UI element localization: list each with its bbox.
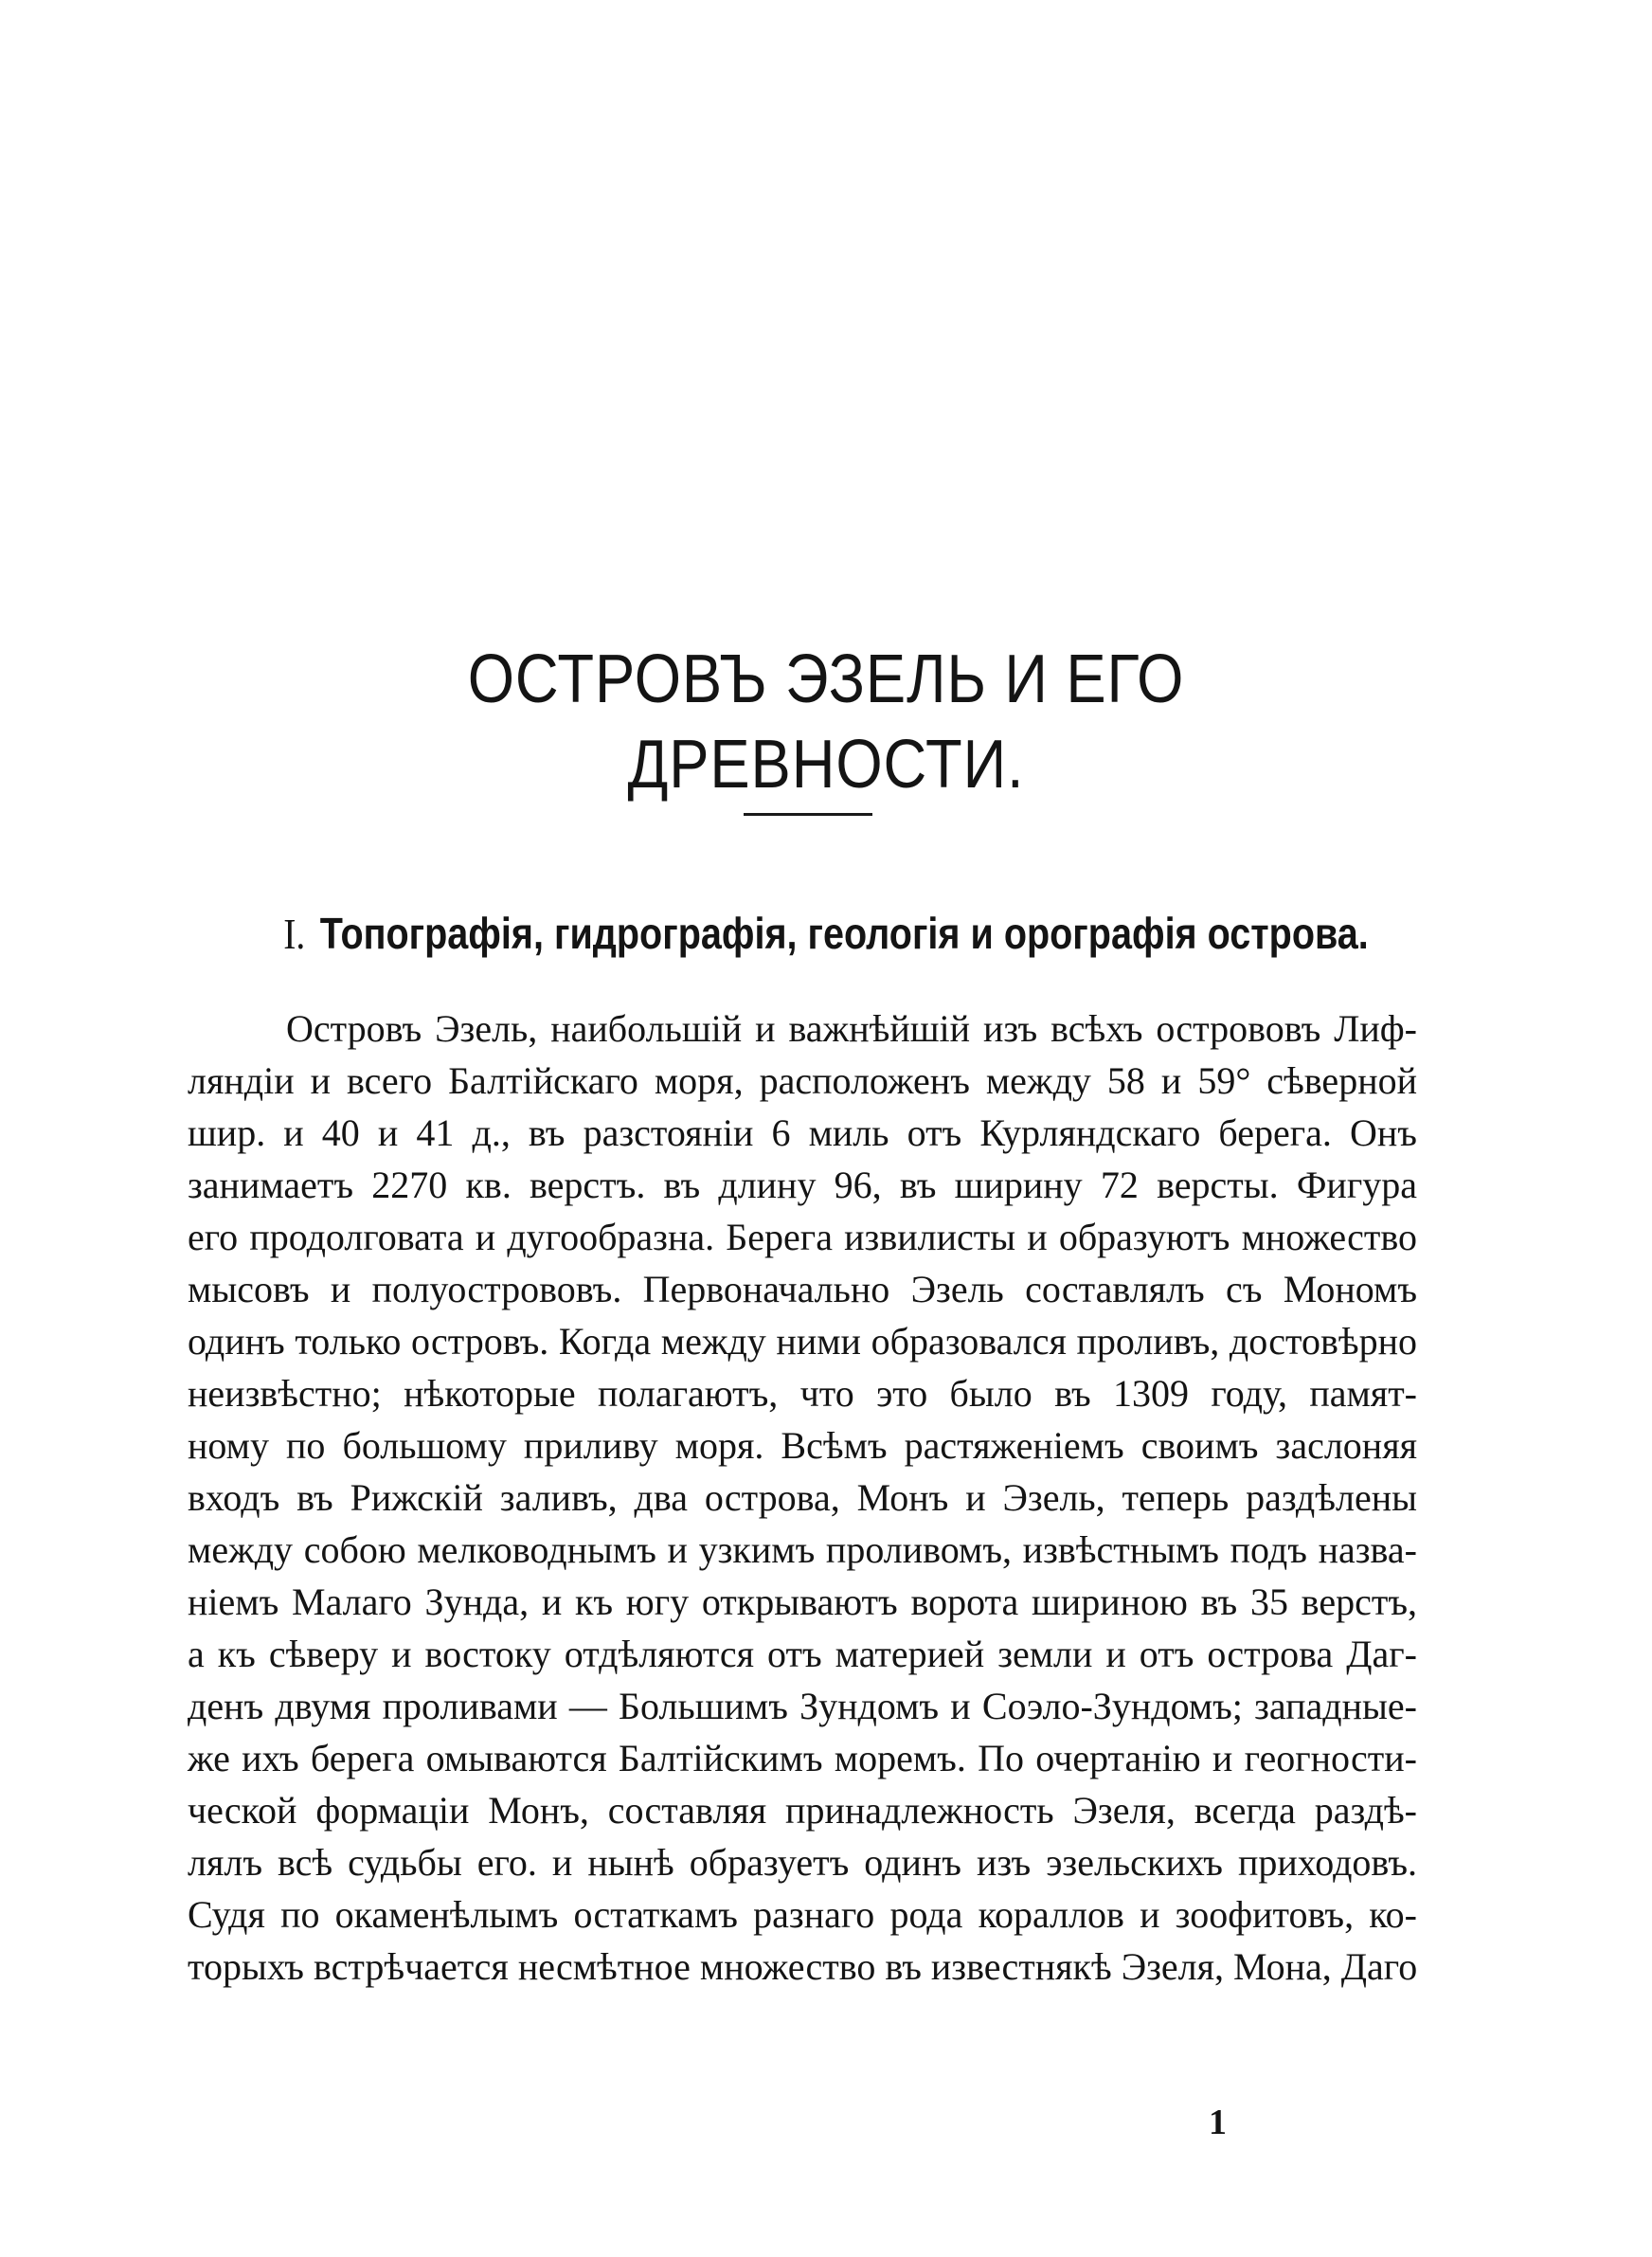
text-line: между собою мелководнымъ и узкимъ проливомъ, извѣстнымъ подъ назва- bbox=[188, 1528, 1417, 1571]
text-line: торыхъ встрѣчается несмѣтное множество въ известнякѣ Эзеля, Мона, Даго bbox=[188, 1945, 1418, 1988]
text-line: Судя по окаменѣлымъ остаткамъ разнаго рода кораллов и зоофитовъ, ко- bbox=[188, 1893, 1417, 1936]
body-paragraph bbox=[188, 1002, 1417, 1993]
text-line: входъ въ Рижскій заливъ, два острова, Монъ и Эзель, теперь раздѣлены bbox=[188, 1476, 1417, 1519]
text-line: денъ двумя проливами — Большимъ Зундомъ и Соэло-Зундомъ; западные- bbox=[188, 1685, 1417, 1727]
text-line: занимаетъ 2270 кв. верстъ. въ длину 96, въ ширину 72 версты. Фигура bbox=[188, 1164, 1417, 1206]
text-line: ніемъ Малаго Зунда, и къ югу открываютъ ворота шириною въ 35 верстъ, bbox=[188, 1580, 1417, 1623]
text-line: неизвѣстно; нѣкоторые полагаютъ, что это было въ 1309 году, памят- bbox=[188, 1372, 1417, 1415]
text-line: шир. и 40 и 41 д., въ разстояніи 6 миль отъ Курляндскаго берега. Онъ bbox=[188, 1111, 1417, 1154]
text-line: мысовъ и полуострововъ. Первоначально Эзель составлялъ съ Мономъ bbox=[188, 1268, 1417, 1310]
text-line: Островъ Эзель, наибольшій и важнѣйшій изъ всѣхъ острововъ Лиф- bbox=[286, 1007, 1417, 1050]
section-heading bbox=[278, 905, 1374, 963]
text-line: лялъ всѣ судьбы его. и нынѣ образуетъ одинъ изъ эзельскихъ приходовъ. bbox=[188, 1841, 1417, 1884]
title-divider bbox=[744, 813, 872, 816]
section-number: I. bbox=[283, 910, 306, 958]
text-line: его продолговата и дугообразна. Берега извилисты и образуютъ множество bbox=[188, 1216, 1417, 1258]
page-number: 1 bbox=[1209, 2103, 1227, 2142]
text-line: ляндіи и всего Балтійскаго моря, расположенъ между 58 и 59° сѣверной bbox=[188, 1059, 1417, 1102]
text-line: одинъ только островъ. Когда между ними образовался проливъ, достовѣрно bbox=[188, 1320, 1417, 1363]
text-line: же ихъ берега омываются Балтійскимъ моремъ. По очертанію и геогности- bbox=[188, 1737, 1417, 1779]
section-heading-text: Топографія, гидрографія, геологія и орографія острова. bbox=[319, 909, 1369, 958]
text-line: ному по большому приливу моря. Всѣмъ растяженіемъ своимъ заслоняя bbox=[188, 1424, 1417, 1467]
text-line: а къ сѣверу и востоку отдѣляются отъ материей земли и отъ острова Даг- bbox=[188, 1633, 1417, 1675]
text-line: ческой формаціи Монъ, составляя принадлежность Эзеля, всегда раздѣ- bbox=[188, 1789, 1417, 1832]
page-title: ОСТРОВЪ ЭЗЕЛЬ И ЕГО ДРЕВНОСТИ. bbox=[467, 641, 1185, 803]
